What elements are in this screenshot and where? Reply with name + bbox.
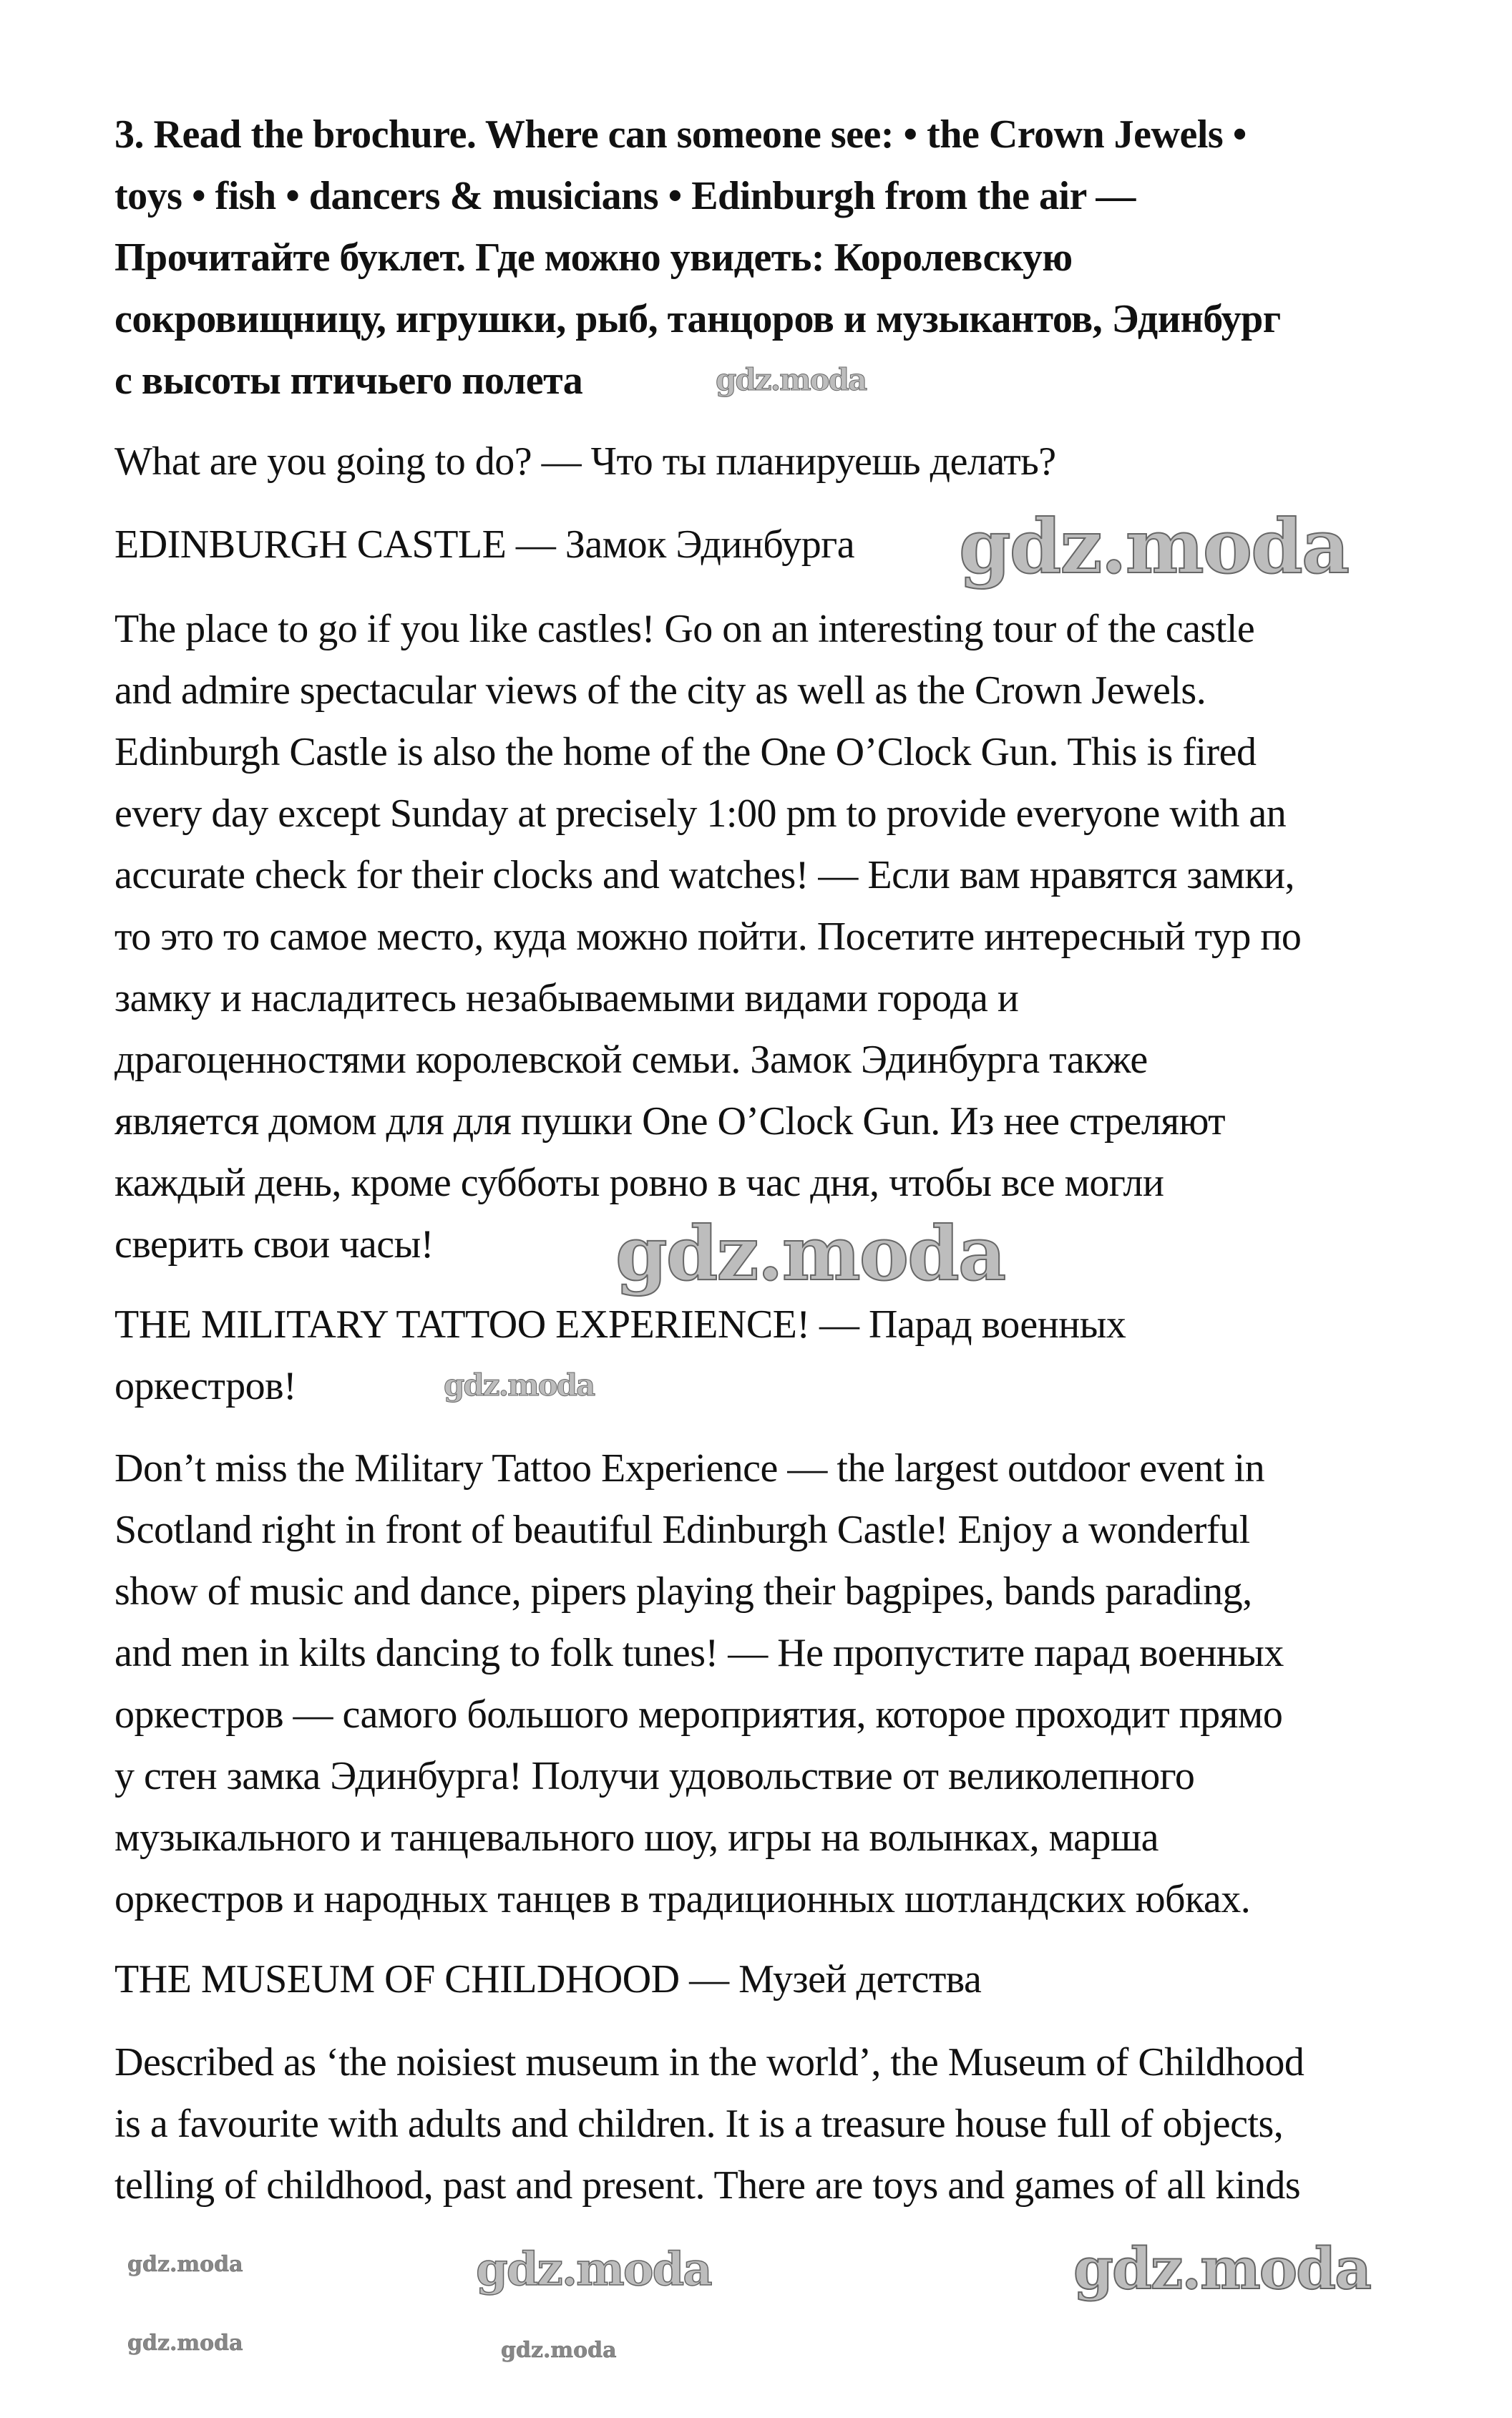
text-line: сокровищницу, игрушки, рыб, танцоров и музыкантов, Эдинбург <box>114 297 1281 341</box>
text-line: accurate check for their clocks and watches! — Если вам нравятся замки, <box>114 853 1295 897</box>
text-line: and men in kilts dancing to folk tunes! — Не пропустите парад военных <box>114 1631 1284 1675</box>
text-line: What are you going to do? — Что ты планируешь делать? <box>114 439 1056 484</box>
text-line: THE MUSEUM OF CHILDHOOD — Музей детства <box>114 1957 982 2002</box>
watermark: gdz.moda <box>959 502 1349 590</box>
tattoo-heading <box>114 1294 1474 1417</box>
text-line: оркестров — самого большого мероприятия, которое проходит прямо <box>114 1692 1283 1737</box>
text-line: Don’t miss the Military Tattoo Experience — the largest outdoor event in <box>114 1446 1265 1491</box>
museum-paragraph <box>114 2032 1474 2216</box>
text-line: is a favourite with adults and children. It is a treasure house full of objects, <box>114 2102 1284 2146</box>
text-line: оркестров! <box>114 1364 297 1408</box>
text-line: оркестров и народных танцев в традиционных шотландских юбках. <box>114 1877 1251 1921</box>
watermark: gdz.moda <box>1073 2235 1370 2302</box>
watermark: gdz.moda <box>615 1209 1005 1297</box>
text-line: Described as ‘the noisiest museum in the world’, the Museum of Childhood <box>114 2040 1304 2085</box>
text-line: то это то самое место, куда можно пойти. Посетите интересный тур по <box>114 915 1302 959</box>
text-line: является домом для для пушки One O’Clock Gun. Из нее стреляют <box>114 1099 1226 1144</box>
text-line: and admire spectacular views of the city as well as the Crown Jewels. <box>114 668 1206 713</box>
text-line: 3. Read the brochure. Where can someone see: • the Crown Jewels • <box>114 112 1247 157</box>
text-line: show of music and dance, pipers playing their bagpipes, bands parading, <box>114 1569 1252 1614</box>
text-line: Edinburgh Castle is also the home of the One O’Clock Gun. This is fired <box>114 730 1257 774</box>
text-line: замку и насладитесь незабываемыми видами города и <box>114 976 1019 1020</box>
text-line: драгоценностями королевской семьи. Замок Эдинбурга также <box>114 1038 1148 1082</box>
text-line: EDINBURGH CASTLE — Замок Эдинбурга <box>114 522 855 567</box>
text-line: с высоты птичьего полета <box>114 359 583 403</box>
text-line: telling of childhood, past and present. There are toys and games of all kinds <box>114 2163 1301 2208</box>
text-line: Scotland right in front of beautiful Edinburgh Castle! Enjoy a wonderful <box>114 1508 1250 1552</box>
text-line: музыкального и танцевального шоу, игры на волынках, марша <box>114 1815 1159 1860</box>
watermark: gdz.moda <box>127 2331 243 2356</box>
tattoo-paragraph <box>114 1438 1474 1930</box>
text-line: у стен замка Эдинбурга! Получи удовольствие от великолепного <box>114 1754 1195 1798</box>
castle-paragraph <box>114 598 1474 1275</box>
text-line: toys • fish • dancers & musicians • Edinburgh from the air — <box>114 174 1136 218</box>
question-line <box>114 431 1474 492</box>
text-line: every day except Sunday at precisely 1:00 pm to provide everyone with an <box>114 791 1287 836</box>
museum-heading <box>114 1949 1474 2010</box>
text-line: The place to go if you like castles! Go on an interesting tour of the castle <box>114 607 1255 651</box>
text-line: THE MILITARY TATTOO EXPERIENCE! — Парад военных <box>114 1302 1126 1347</box>
text-line: сверить свои часы! <box>114 1222 434 1267</box>
watermark: gdz.moda <box>476 2243 711 2296</box>
watermark: gdz.moda <box>716 362 867 397</box>
watermark: gdz.moda <box>444 1368 595 1403</box>
text-line: каждый день, кроме субботы ровно в час дня, чтобы все могли <box>114 1161 1164 1205</box>
watermark: gdz.moda <box>501 2338 617 2363</box>
watermark: gdz.moda <box>127 2252 243 2277</box>
text-line: Прочитайте буклет. Где можно увидеть: Королевскую <box>114 235 1073 280</box>
